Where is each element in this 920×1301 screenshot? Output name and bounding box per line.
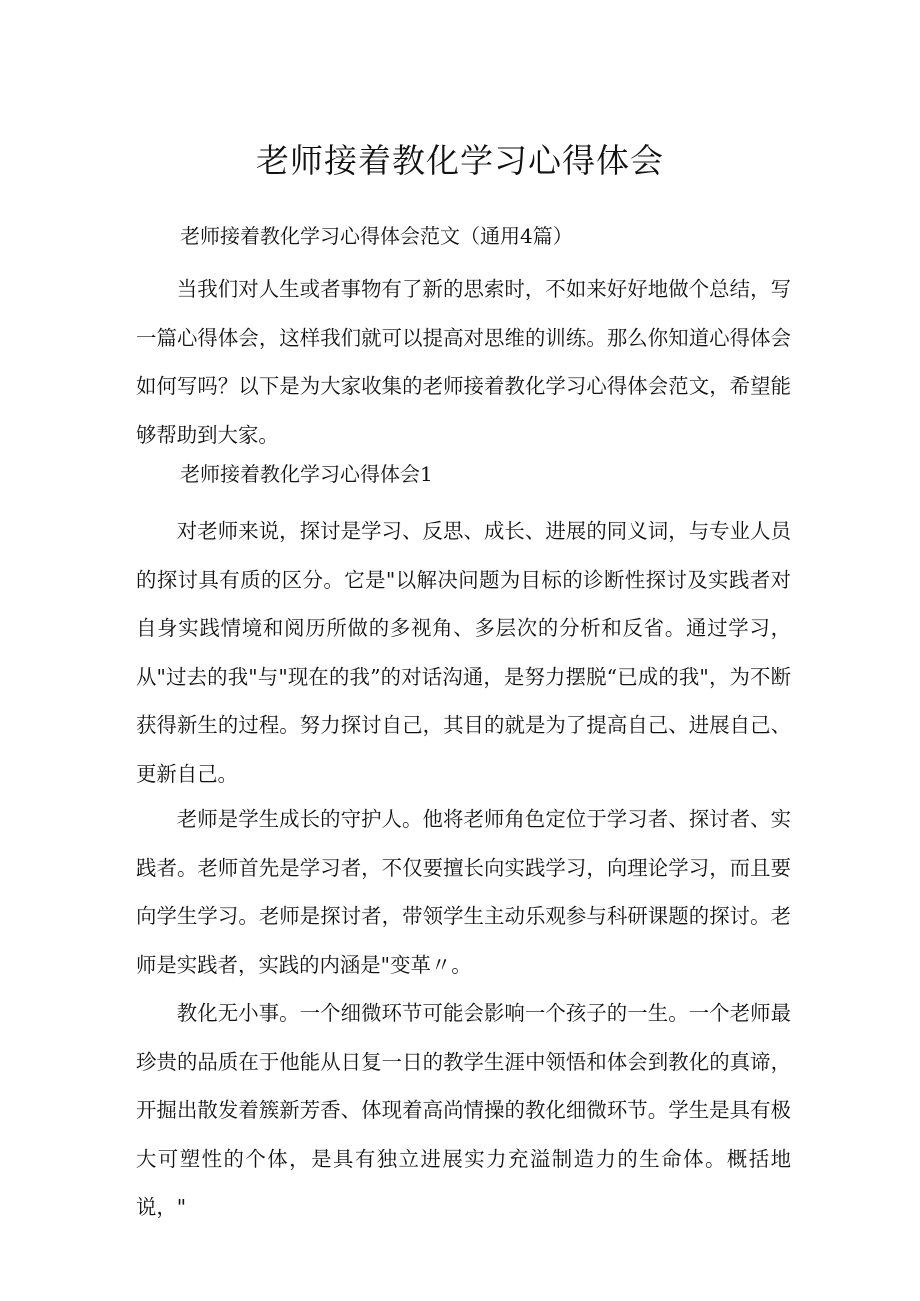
document-title: 老师接着教化学习心得体会 [256,141,664,180]
body-paragraph-2: 老师是学生成长的守护人。他将老师角色定位于学习者、探讨者、实践者。老师首先是学习者，不仅要擅长向实践学习，向理论学习，而且要向学生学习。老师是探讨者，带领学生主动乐观参与科研课题的探讨。老师是实践者，实践的内涵是"变革〃。 [136,807,791,977]
document-subtitle: 老师接着教化学习心得体会范文（通用4篇） [180,224,573,248]
body-paragraph-3: 教化无小事。一个细微环节可能会影响一个孩子的一生。一个老师最珍贵的品质在于他能从日复一日的教学生涯中领悟和体会到教化的真谛，开掘出散发着簇新芳香、体现着高尚情操的教化细微环节。学生是具有极大可塑性的个体，是具有独立进展实力充溢制造力的生命体。概括地说，" [136,1001,791,1219]
body-paragraph-1: 对老师来说，探讨是学习、反思、成长、进展的同义词，与专业人员的探讨具有质的区分。它是"以解决问题为目标的诊断性探讨及实践者对自身实践情境和阅历所做的多视角、多层次的分析和反省。通过学习，从"过去的我"与"现在的我”的对话沟通，是努力摆脱“已成的我"，为不断获得新生的过程。努力探讨自己，其目的就是为了提高自己、进展自己、更新自己。 [136,519,791,786]
section-heading: 老师接着教化学习心得体会1 [180,462,433,486]
intro-paragraph: 当我们对人生或者事物有了新的思索时，不如来好好地做个总结，写一篇心得体会，这样我们就可以提高对思维的训练。那么你知道心得体会如何写吗？以下是为大家收集的老师接着教化学习心得体会范文，希望能够帮助到大家。 [136,277,791,447]
